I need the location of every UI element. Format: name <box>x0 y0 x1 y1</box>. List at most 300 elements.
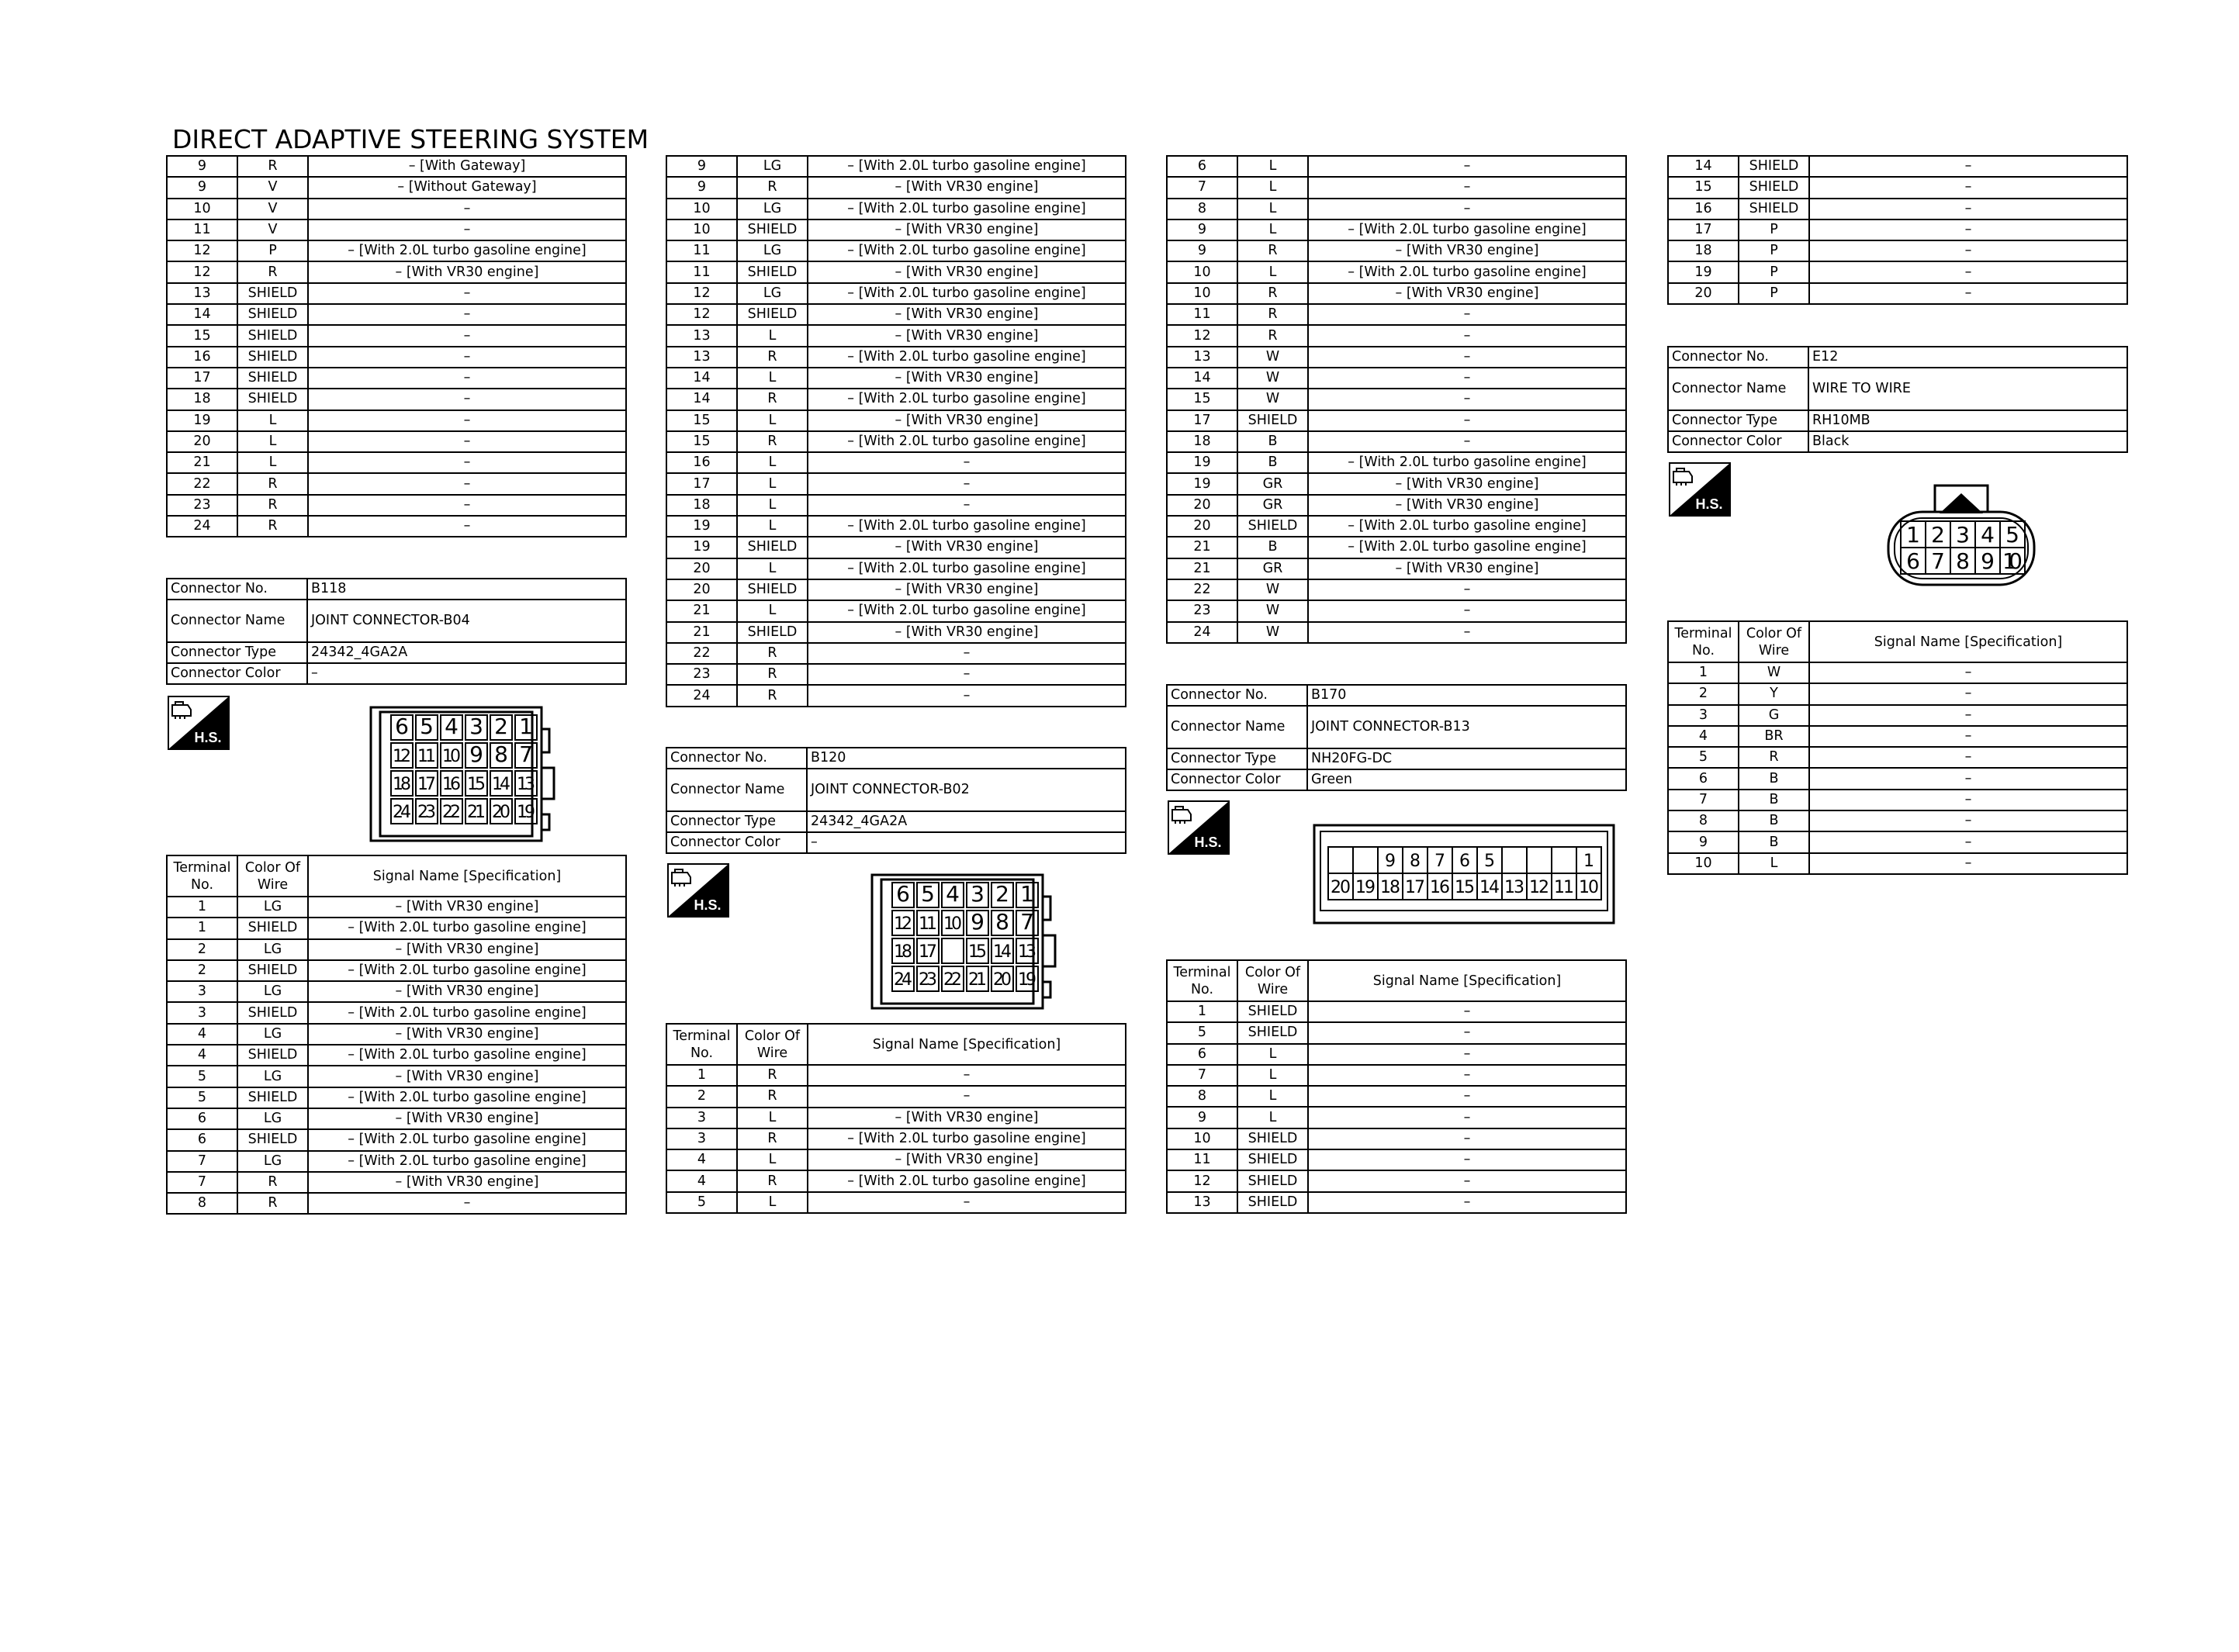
table-row <box>666 516 1126 537</box>
signal-name-cell: – [With VR30 engine] <box>808 261 1126 282</box>
hs-icon <box>168 696 230 750</box>
signal-name-cell: – <box>1308 1149 1626 1170</box>
table-row <box>167 939 626 960</box>
table-row <box>666 325 1126 346</box>
terminal-no-cell: 13 <box>1167 347 1237 368</box>
terminal-no-cell: 5 <box>666 1192 737 1213</box>
table-row <box>1668 177 2127 198</box>
table-row <box>1167 240 1626 261</box>
pin-number: 7 <box>1931 548 1945 574</box>
terminal-no-cell: 5 <box>1167 1022 1237 1043</box>
table-row <box>1167 283 1626 304</box>
pin-number: 7 <box>519 741 533 767</box>
pin-number: 10 <box>943 914 962 934</box>
wire-color-cell: R <box>737 685 808 706</box>
terminal-no-cell: 9 <box>1167 240 1237 261</box>
signal-name-cell: – <box>308 452 626 473</box>
wire-color-cell: L <box>737 452 808 473</box>
wire-color-cell: V <box>237 177 308 198</box>
connector-type-label: Connector Type <box>1167 748 1307 769</box>
signal-name-cell: – <box>1809 853 2127 874</box>
pin-number: 23 <box>919 970 937 990</box>
pin-number: 8 <box>995 909 1009 935</box>
table-row <box>666 600 1126 621</box>
table-row <box>666 1086 1126 1107</box>
table-row <box>167 1002 626 1023</box>
terminal-no-cell: 24 <box>167 516 237 537</box>
col4-top-table <box>1667 155 2128 305</box>
wire-color-cell: R <box>237 473 308 494</box>
terminal-no-cell: 14 <box>666 389 737 410</box>
terminal-no-cell: 19 <box>1167 452 1237 473</box>
signal-name-cell: – <box>308 473 626 494</box>
table-row <box>167 495 626 516</box>
table-row <box>1167 1192 1626 1213</box>
b118-info <box>166 578 627 685</box>
col1-top-table <box>166 155 627 537</box>
signal-name-cell: – <box>1809 768 2127 789</box>
signal-name-cell: – <box>1308 1001 1626 1022</box>
terminal-no-cell: 12 <box>666 283 737 304</box>
terminal-no-cell: 13 <box>666 347 737 368</box>
wire-color-cell: R <box>737 347 808 368</box>
pin-number: 5 <box>420 714 434 739</box>
table-row <box>1668 219 2127 240</box>
signal-name-cell: – <box>1308 1170 1626 1191</box>
table-row <box>666 1149 1126 1170</box>
pin-number: 17 <box>1405 878 1425 897</box>
pin-number: 1 <box>1583 852 1594 871</box>
signal-name-cell: – [With 2.0L turbo gasoline engine] <box>808 199 1126 219</box>
table-row <box>1668 810 2127 831</box>
terminal-no-cell: 10 <box>1167 261 1237 282</box>
connector-no-label: Connector No. <box>1668 347 1808 368</box>
wire-header: Color Of Wire <box>237 855 308 897</box>
table-row <box>666 1128 1126 1149</box>
pin-number: 8 <box>1956 548 1970 574</box>
signal-name-cell: – <box>1308 431 1626 452</box>
terminal-no-cell: 16 <box>1668 199 1739 219</box>
table-row <box>1167 304 1626 325</box>
wire-color-cell: B <box>1237 431 1308 452</box>
signal-name-cell: – <box>308 495 626 516</box>
signal-name-cell: – <box>1308 389 1626 410</box>
table-row <box>666 177 1126 198</box>
table-row <box>1167 537 1626 558</box>
terminal-no-cell: 9 <box>1167 1107 1237 1128</box>
table-row <box>666 1108 1126 1128</box>
table-row <box>1668 853 2127 874</box>
wire-color-cell: L <box>1237 1065 1308 1086</box>
signal-name-cell: – <box>1308 368 1626 389</box>
terminal-no-cell: 20 <box>666 579 737 600</box>
table-row <box>167 1129 626 1150</box>
terminal-no-cell: 19 <box>666 516 737 537</box>
table-row <box>1167 558 1626 579</box>
hs-label: H.S. <box>694 897 722 913</box>
signal-name-cell: – <box>1308 1022 1626 1043</box>
terminal-no-cell: 9 <box>666 177 737 198</box>
pin-number: 2 <box>995 881 1009 907</box>
terminal-no-cell: 1 <box>1167 1001 1237 1022</box>
wire-color-cell: LG <box>737 199 808 219</box>
table-row <box>1668 747 2127 768</box>
terminal-no-cell: 9 <box>1668 831 1739 852</box>
signal-name-cell: – [With 2.0L turbo gasoline engine] <box>308 1151 626 1172</box>
pin-number: 6 <box>395 714 409 739</box>
pin-number: 24 <box>393 803 411 822</box>
wire-color-cell: W <box>1237 579 1308 600</box>
wire-color-cell: LG <box>237 939 308 960</box>
connector-name-label: Connector Name <box>666 769 807 811</box>
table-row <box>666 410 1126 431</box>
e12-info <box>1667 346 2128 453</box>
signal-name-cell: – <box>1809 790 2127 810</box>
signal-name-cell: – <box>308 347 626 368</box>
wire-color-cell: B <box>1237 537 1308 558</box>
pin-number: 20 <box>492 803 510 822</box>
terminal-no-cell: 19 <box>1668 261 1739 282</box>
wire-color-cell: P <box>1739 219 1809 240</box>
pin-number: 11 <box>1554 878 1574 897</box>
signal-name-cell: – [With 2.0L turbo gasoline engine] <box>308 960 626 981</box>
terminal-no-cell: 4 <box>167 1024 237 1045</box>
terminal-no-cell: 20 <box>666 558 737 579</box>
pin-number: 3 <box>1956 522 1970 548</box>
signal-name-cell: – [With VR30 engine] <box>808 368 1126 389</box>
pin-number: 5 <box>921 881 935 907</box>
signal-name-cell: – [With VR30 engine] <box>308 897 626 918</box>
pin-number: 21 <box>467 803 486 822</box>
wire-color-cell: LG <box>237 1066 308 1087</box>
wire-color-cell: G <box>1739 705 1809 726</box>
table-row <box>1167 1170 1626 1191</box>
table-row <box>666 368 1126 389</box>
wire-color-cell: L <box>737 410 808 431</box>
wire-color-cell: L <box>1237 219 1308 240</box>
table-row <box>666 199 1126 219</box>
pin-number: 5 <box>2005 522 2019 548</box>
connector-name-label: Connector Name <box>167 600 307 642</box>
connector-color-value: Green <box>1307 769 1626 790</box>
pin-number: 14 <box>1479 878 1500 897</box>
wire-color-cell: SHIELD <box>737 622 808 643</box>
signal-header: Signal Name [Specification] <box>1809 621 2127 662</box>
table-row <box>167 431 626 452</box>
wire-color-cell: L <box>1237 1086 1308 1107</box>
terminal-no-cell: 15 <box>666 431 737 452</box>
signal-name-cell: – [With VR30 engine] <box>808 579 1126 600</box>
table-row <box>1167 1149 1626 1170</box>
terminal-no-cell: 6 <box>1167 156 1237 177</box>
terminal-no-cell: 7 <box>1668 790 1739 810</box>
terminal-no-cell: 4 <box>666 1170 737 1191</box>
table-row <box>666 643 1126 664</box>
signal-name-cell: – <box>808 1086 1126 1107</box>
pin-number: 19 <box>1355 878 1376 897</box>
wire-color-cell: LG <box>237 1108 308 1129</box>
pin-number: 16 <box>442 775 461 794</box>
table-row <box>1167 622 1626 643</box>
wire-color-cell: R <box>737 177 808 198</box>
signal-name-cell: – <box>308 283 626 304</box>
table-row <box>167 410 626 431</box>
signal-name-cell: – [With VR30 engine] <box>308 939 626 960</box>
table-row <box>666 304 1126 325</box>
wire-color-cell: P <box>1739 240 1809 261</box>
signal-name-cell: – <box>1308 410 1626 431</box>
signal-name-cell: – <box>1308 600 1626 621</box>
wire-color-cell: LG <box>737 240 808 261</box>
signal-name-cell: – [With VR30 engine] <box>308 981 626 1002</box>
table-row <box>167 304 626 325</box>
wire-color-cell: SHIELD <box>737 537 808 558</box>
wire-color-cell: L <box>1237 1107 1308 1128</box>
table-row <box>1167 1065 1626 1086</box>
table-row <box>1668 662 2127 683</box>
wire-color-cell: B <box>1237 452 1308 473</box>
signal-name-cell: – <box>1308 156 1626 177</box>
terminal-no-cell: 10 <box>1668 853 1739 874</box>
pin-number: 18 <box>393 775 411 794</box>
wire-color-cell: SHIELD <box>237 960 308 981</box>
signal-name-cell: – <box>308 199 626 219</box>
terminal-no-cell: 7 <box>1167 177 1237 198</box>
signal-name-cell: – [With 2.0L turbo gasoline engine] <box>1308 261 1626 282</box>
wire-color-cell: L <box>737 325 808 346</box>
signal-name-cell: – <box>808 495 1126 516</box>
wire-color-cell: SHIELD <box>1237 410 1308 431</box>
table-row <box>1167 1107 1626 1128</box>
connector-type-label: Connector Type <box>666 811 807 832</box>
table-row <box>167 1066 626 1087</box>
b120-connector-face <box>870 873 1072 1013</box>
terminal-no-cell: 20 <box>1167 516 1237 537</box>
wire-color-cell: SHIELD <box>237 304 308 325</box>
pin-number: 1 <box>1906 522 1920 548</box>
connector-name-label: Connector Name <box>1167 706 1307 748</box>
table-row <box>666 579 1126 600</box>
signal-name-cell: – [With 2.0L turbo gasoline engine] <box>308 1129 626 1150</box>
signal-name-cell: – <box>1809 726 2127 747</box>
table-row <box>666 156 1126 177</box>
terminal-no-cell: 13 <box>666 325 737 346</box>
hs-label: H.S. <box>194 730 222 745</box>
terminal-no-cell: 11 <box>666 261 737 282</box>
terminal-no-cell: 1 <box>666 1065 737 1086</box>
table-row <box>167 1151 626 1172</box>
wire-color-cell: R <box>737 1128 808 1149</box>
terminal-no-cell: 9 <box>167 156 237 177</box>
table-row <box>1167 1022 1626 1043</box>
terminal-no-cell: 21 <box>1167 537 1237 558</box>
signal-name-cell: – [With 2.0L turbo gasoline engine] <box>808 389 1126 410</box>
pin-number: 13 <box>1504 878 1524 897</box>
signal-name-cell: – <box>1809 261 2127 282</box>
pin-number: 4 <box>445 714 459 739</box>
wire-color-cell: L <box>237 410 308 431</box>
wire-color-cell: W <box>1237 622 1308 643</box>
terminal-no-cell: 23 <box>666 664 737 685</box>
table-row <box>666 537 1126 558</box>
wire-color-cell: GR <box>1237 558 1308 579</box>
wire-color-cell: SHIELD <box>1739 199 1809 219</box>
terminal-no-cell: 3 <box>666 1128 737 1149</box>
table-row <box>1167 579 1626 600</box>
table-row <box>1167 495 1626 516</box>
terminal-no-cell: 10 <box>666 219 737 240</box>
terminal-no-cell: 19 <box>1167 473 1237 494</box>
terminal-no-cell: 7 <box>1167 1065 1237 1086</box>
terminal-no-cell: 17 <box>1668 219 1739 240</box>
signal-name-cell: – [With 2.0L turbo gasoline engine] <box>308 1045 626 1066</box>
connector-color-value: – <box>807 832 1126 853</box>
table-row <box>666 452 1126 473</box>
signal-name-cell: – [With VR30 engine] <box>1308 495 1626 516</box>
terminal-no-cell: 8 <box>1668 810 1739 831</box>
terminal-no-cell: 5 <box>167 1066 237 1087</box>
connector-name-value: JOINT CONNECTOR-B02 <box>807 769 1126 811</box>
wire-color-cell: R <box>737 1065 808 1086</box>
wire-color-cell: R <box>1237 240 1308 261</box>
table-row <box>167 918 626 938</box>
pin-number: 22 <box>943 970 962 990</box>
terminal-header: Terminal No. <box>167 855 237 897</box>
table-row <box>1167 1001 1626 1022</box>
wire-color-cell: V <box>237 199 308 219</box>
wire-color-cell: LG <box>237 897 308 918</box>
terminal-no-cell: 21 <box>167 452 237 473</box>
pin-number: 16 <box>1430 878 1450 897</box>
wire-color-cell: GR <box>1237 473 1308 494</box>
table-row <box>1167 347 1626 368</box>
table-row <box>167 199 626 219</box>
signal-name-cell: – [With VR30 engine] <box>808 1108 1126 1128</box>
signal-name-cell: – <box>1308 579 1626 600</box>
table-row <box>1167 325 1626 346</box>
signal-name-cell: – [With 2.0L turbo gasoline engine] <box>1308 219 1626 240</box>
signal-name-cell: – <box>1809 662 2127 683</box>
terminal-no-cell: 16 <box>666 452 737 473</box>
pin-number: 1 <box>519 714 533 739</box>
wire-color-cell: L <box>1237 156 1308 177</box>
table-row <box>1167 473 1626 494</box>
pin-number: 7 <box>1434 852 1445 871</box>
table-row <box>666 283 1126 304</box>
terminal-no-cell: 20 <box>167 431 237 452</box>
wire-color-cell: B <box>1739 790 1809 810</box>
signal-name-cell: – <box>308 516 626 537</box>
terminal-no-cell: 2 <box>167 960 237 981</box>
terminal-no-cell: 14 <box>1668 156 1739 177</box>
terminal-no-cell: 18 <box>1668 240 1739 261</box>
terminal-no-cell: 10 <box>1167 283 1237 304</box>
wire-color-cell: SHIELD <box>737 579 808 600</box>
table-row <box>1668 683 2127 704</box>
signal-name-cell: – <box>1809 683 2127 704</box>
signal-name-cell: – <box>1308 1065 1626 1086</box>
signal-name-cell: – <box>1308 1086 1626 1107</box>
signal-name-cell: – <box>1809 810 2127 831</box>
signal-header: Signal Name [Specification] <box>1308 960 1626 1001</box>
table-row <box>1668 261 2127 282</box>
table-row <box>167 452 626 473</box>
terminal-no-cell: 1 <box>167 918 237 938</box>
connector-type-value: NH20FG-DC <box>1307 748 1626 769</box>
signal-name-cell: – <box>1308 1107 1626 1128</box>
table-row <box>167 1193 626 1214</box>
signal-name-cell: – <box>1809 156 2127 177</box>
wire-color-cell: L <box>737 516 808 537</box>
terminal-header: Terminal No. <box>1668 621 1739 662</box>
wire-color-cell: L <box>737 600 808 621</box>
terminal-header: Terminal No. <box>1167 960 1237 1001</box>
wire-color-cell: SHIELD <box>237 1002 308 1023</box>
connector-color-label: Connector Color <box>666 832 807 853</box>
connector-name-value: JOINT CONNECTOR-B13 <box>1307 706 1626 748</box>
table-row <box>1668 790 2127 810</box>
terminal-no-cell: 7 <box>167 1172 237 1193</box>
connector-color-label: Connector Color <box>167 663 307 684</box>
connector-no-value: B120 <box>807 748 1126 769</box>
wire-color-cell: SHIELD <box>237 1129 308 1150</box>
wire-color-cell: R <box>237 516 308 537</box>
signal-name-cell: – <box>1308 199 1626 219</box>
table-row <box>1167 431 1626 452</box>
hs-icon <box>1168 800 1230 855</box>
table-row <box>167 960 626 981</box>
col2-top-table <box>666 155 1126 707</box>
wire-color-cell: L <box>737 368 808 389</box>
wire-color-cell: L <box>737 1192 808 1213</box>
wire-color-cell: SHIELD <box>237 918 308 938</box>
wire-color-cell: B <box>1739 831 1809 852</box>
signal-name-cell: – [With Gateway] <box>308 156 626 177</box>
terminal-no-cell: 15 <box>1167 389 1237 410</box>
wire-color-cell: R <box>1237 283 1308 304</box>
pin-number: 7 <box>1020 909 1034 935</box>
wire-color-cell: LG <box>237 1024 308 1045</box>
wire-color-cell: SHIELD <box>737 261 808 282</box>
table-row <box>1167 1086 1626 1107</box>
wire-color-cell: SHIELD <box>237 1045 308 1066</box>
signal-name-cell: – [With 2.0L turbo gasoline engine] <box>308 1087 626 1108</box>
wire-color-cell: R <box>737 1086 808 1107</box>
pin-number: 15 <box>968 942 987 962</box>
table-row <box>666 1192 1126 1213</box>
table-row <box>167 219 626 240</box>
wire-color-cell: R <box>237 1172 308 1193</box>
signal-name-cell: – <box>1308 1044 1626 1065</box>
signal-name-cell: – [With 2.0L turbo gasoline engine] <box>808 1128 1126 1149</box>
signal-name-cell: – <box>1809 199 2127 219</box>
table-row <box>1167 1128 1626 1149</box>
pin-number: 13 <box>517 775 535 794</box>
pin-number: 3 <box>469 714 483 739</box>
table-row <box>167 325 626 346</box>
wire-color-cell: LG <box>237 1151 308 1172</box>
wire-color-cell: SHIELD <box>237 283 308 304</box>
table-row <box>1668 240 2127 261</box>
wire-color-cell: L <box>237 452 308 473</box>
wire-color-cell: SHIELD <box>1237 1192 1308 1213</box>
terminal-no-cell: 11 <box>167 219 237 240</box>
terminal-no-cell: 8 <box>1167 199 1237 219</box>
terminal-no-cell: 13 <box>1167 1192 1237 1213</box>
table-row <box>666 558 1126 579</box>
connector-color-label: Connector Color <box>1668 431 1808 452</box>
b170-info <box>1166 684 1627 791</box>
